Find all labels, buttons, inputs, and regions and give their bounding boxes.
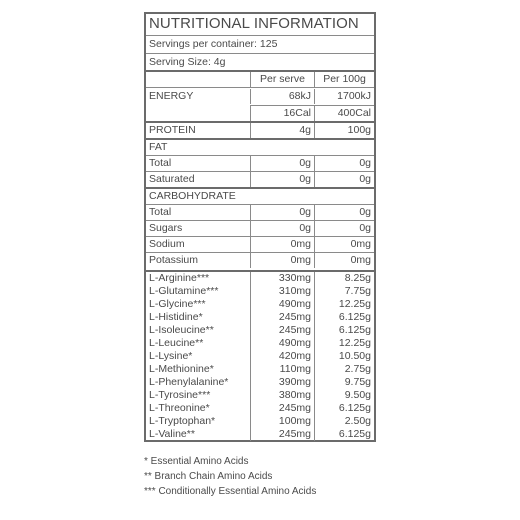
cell-serve: 0g (250, 205, 314, 220)
cell-label: Sodium (149, 238, 185, 250)
cell-per100: 6.125g (314, 428, 374, 441)
amino-row (146, 402, 374, 415)
col-per-serve: Per serve (250, 72, 314, 87)
cell-per100: 6.125g (314, 324, 374, 337)
cell-per100: 2.75g (314, 363, 374, 376)
cell-label: L-Histidine* (149, 311, 203, 323)
cell-label: L-Isoleucine** (149, 324, 214, 336)
cell-label: Total (149, 157, 172, 169)
cell-label: L-Lysine* (149, 350, 193, 362)
column-header-row (146, 72, 374, 87)
cell-serve: 490mg (250, 298, 314, 311)
cell-per100: 0g (314, 205, 374, 220)
cell-per100: 6.125g (314, 311, 374, 324)
cell-label: L-Glycine*** (149, 298, 206, 310)
cell-label: L-Leucine** (149, 337, 204, 349)
cell-serve: 245mg (250, 324, 314, 337)
fat-row (146, 172, 374, 187)
cell-serve: 420mg (250, 350, 314, 363)
servings-per-container: Servings per container: 125 (149, 38, 278, 50)
amino-row (146, 298, 374, 311)
cell-serve: 0g (250, 221, 314, 236)
footnote-conditionally-essential: *** Conditionally Essential Amino Acids (144, 486, 317, 497)
cell-serve: 380mg (250, 389, 314, 402)
cell-per100: 0g (314, 221, 374, 236)
cell-per100: 2.50g (314, 415, 374, 428)
cell-serve: 0mg (250, 237, 314, 252)
amino-row (146, 311, 374, 324)
cell-label: L-Arginine*** (149, 272, 210, 284)
cell-per100: 0g (314, 172, 374, 187)
footnote-branch-chain: ** Branch Chain Amino Acids (144, 471, 273, 482)
cell-serve: 490mg (250, 337, 314, 350)
cell-serve: 245mg (250, 311, 314, 324)
amino-row (146, 285, 374, 298)
cell-per100: 9.75g (314, 376, 374, 389)
col-per-100g: Per 100g (314, 72, 374, 87)
carb-heading-row: CARBOHYDRATE (149, 190, 236, 202)
cell-label: Potassium (149, 254, 199, 266)
cell-label: Total (149, 206, 172, 218)
serving-size: Serving Size: 4g (149, 56, 226, 68)
carb-row (146, 205, 374, 220)
amino-row (146, 415, 374, 428)
cell-label: Sugars (149, 222, 183, 234)
panel-title: NUTRITIONAL INFORMATION (149, 15, 359, 32)
footnote-essential: * Essential Amino Acids (144, 456, 249, 467)
fat-heading-row: FAT (149, 141, 168, 153)
amino-row (146, 389, 374, 402)
cell-per100: 0mg (314, 253, 374, 268)
divider (146, 53, 374, 54)
cell-label: L-Methionine* (149, 363, 214, 375)
cell-per100: 9.50g (314, 389, 374, 402)
cell-per100: 8.25g (314, 272, 374, 285)
cell-per100: 10.50g (314, 350, 374, 363)
carb-row (146, 253, 374, 268)
nutrition-panel (144, 12, 376, 442)
cell-per100: 12.25g (314, 298, 374, 311)
amino-row (146, 376, 374, 389)
cell-label: Saturated (149, 173, 195, 185)
amino-row (146, 324, 374, 337)
carb-row (146, 221, 374, 236)
cell-serve: 0mg (250, 253, 314, 268)
cell-per100: 0g (314, 156, 374, 171)
energy-label: ENERGY (149, 90, 194, 102)
amino-row (146, 428, 374, 441)
protein-row: PROTEIN 4g 100g (146, 123, 374, 138)
cell-serve: 0g (250, 156, 314, 171)
cell-serve: 245mg (250, 402, 314, 415)
divider (146, 87, 374, 88)
cell-serve: 245mg (250, 428, 314, 441)
cell-per100: 12.25g (314, 337, 374, 350)
cell-serve: 100mg (250, 415, 314, 428)
fat-row (146, 156, 374, 171)
cell-label: L-Threonine* (149, 402, 210, 414)
divider (146, 35, 374, 36)
amino-row (146, 363, 374, 376)
amino-row (146, 350, 374, 363)
energy-kj-row: ENERGY 68kJ 1700kJ (146, 89, 374, 104)
cell-serve: 330mg (250, 272, 314, 285)
cell-per100: 6.125g (314, 402, 374, 415)
cell-serve: 0g (250, 172, 314, 187)
cell-serve: 390mg (250, 376, 314, 389)
amino-row (146, 272, 374, 285)
cell-label: L-Glutamine*** (149, 285, 219, 297)
cell-per100: 0mg (314, 237, 374, 252)
cell-label: L-Phenylalanine* (149, 376, 229, 388)
cell-label: L-Valine** (149, 428, 195, 440)
cell-serve: 310mg (250, 285, 314, 298)
cell-serve: 110mg (250, 363, 314, 376)
cell-label: L-Tryptophan* (149, 415, 216, 427)
cell-label: L-Tyrosine*** (149, 389, 211, 401)
cell-per100: 7.75g (314, 285, 374, 298)
amino-row (146, 337, 374, 350)
energy-cal-row: 16Cal 400Cal (146, 106, 374, 121)
carb-row (146, 237, 374, 252)
